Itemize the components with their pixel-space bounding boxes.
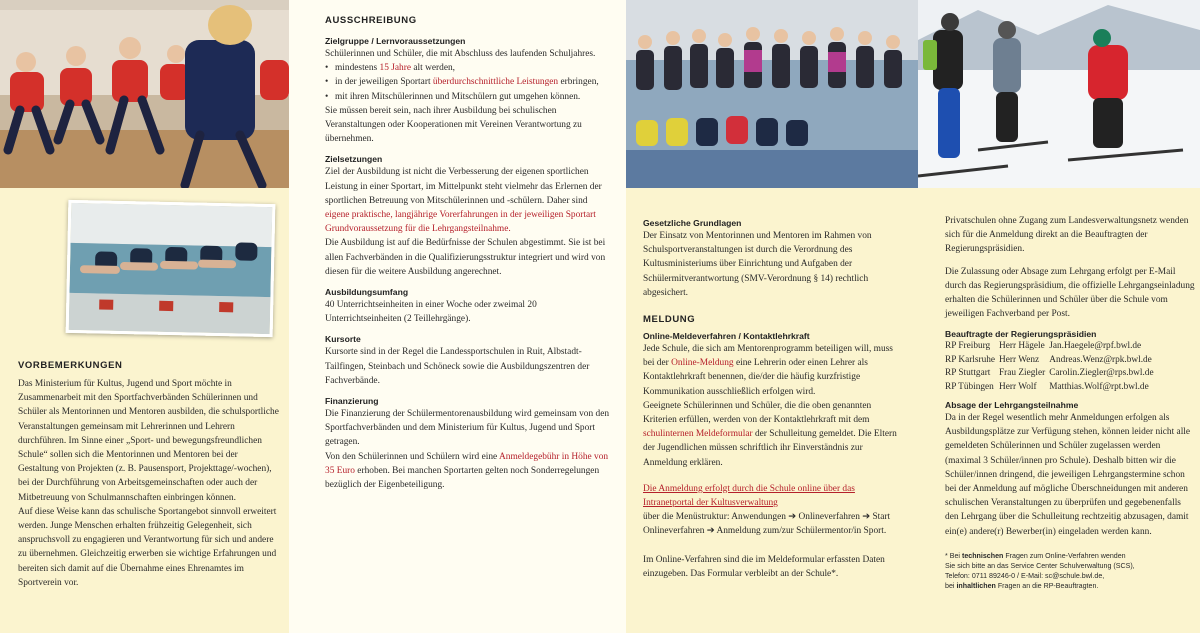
meldung-p2: Geeignete Schülerinnen und Schüler, die die oben genannten Kriterien erfüllen, werden von der Kontaktlehrkraft mit dem schulinternen Meldeformular der Schulleitung gemeldet. Die Eltern der Jugendlichen müssen schriftlich ihr Einverständnis zur Anmeldung erklären. bbox=[643, 400, 897, 468]
vorbemerkungen-heading: VORBEMERKUNGEN bbox=[18, 360, 123, 371]
table-cell: Frau Ziegler bbox=[999, 368, 1046, 379]
column-meldung bbox=[626, 0, 918, 633]
table-cell: Herr Wolf bbox=[999, 381, 1037, 392]
column-ausschreibung bbox=[289, 0, 626, 633]
gesetz-body: Der Einsatz von Mentorinnen und Mentoren im Rahmen von Schulsportveranstaltungen ist durch die Verordnung des Kultusministeriums über Einrichtung und Aufgaben der Schülermitverantwortung (SMV-Verordnung § 14) rechtlich abgesichert. bbox=[643, 231, 872, 298]
meldung-heading: MELDUNG bbox=[643, 314, 696, 326]
meldung-p1: Jede Schule, die sich am Mentorenprogramm beteiligen will, muss bei der Online-Meldung eine Lehrerin oder einen Lehrer als Kontaktlehrkraft benennen, die/der die häufig kurzfristige Kommunikation ausschließlich erfolgen wird. bbox=[643, 344, 893, 397]
table-cell: RP Karlsruhe bbox=[945, 354, 996, 365]
table-cell: RP Stuttgart bbox=[945, 368, 991, 379]
zielgruppe-heading: Zielgruppe / Lernvoraussetzungen bbox=[325, 36, 466, 46]
email-link[interactable]: Carolin.Ziegler@rps.bwl.de bbox=[1049, 368, 1154, 379]
footnote-line: Sie sich bitte an das Service Center Schulverwaltung (SCS), bbox=[945, 561, 1135, 570]
footnote-line: * Bei technischen Fragen zum Online-Verfahren wenden bbox=[945, 551, 1126, 560]
beauftragte-table bbox=[945, 340, 1158, 394]
privat-p2: Die Zulassung oder Absage zum Lehrgang erfolgt per E-Mail durch das Regierungspräsidium, die offizielle Lehrgangseinladung erhalten die Schülerinnen und Schüler über die Schule vom jeweiligen Fachverband per Post. bbox=[945, 266, 1195, 320]
meldung-p3: Im Online-Verfahren sind die im Meldeformular erfassten Daten einzugeben. Das Formular verbleibt an der Schule*. bbox=[643, 554, 885, 579]
zielgruppe-intro: Schülerinnen und Schüler, die mit Abschluss des laufenden Schuljahres. bbox=[325, 49, 596, 59]
absage-body: Da in der Regel wesentlich mehr Anmeldungen erfolgen als Ausbildungsplätze zur Verfügung stehen, können leider nicht alle gemeldeten Schülerinnen und Schüler zugelassen werden (maximal 3 Schüler/innen pro Schule). Deshalb bitten wir die Schüler/innen dringend, die jeweiligen Lehrgangstermine schon bei der Anmeldung auf mögliche Überschneidungen mit anderen schulischen Veranstaltungen zu überprüfen und gegebenenfalls den Lehrgang über die Schulleitung rechtzeitig abzusagen, damit ein(e) andere(r) Bewerber(in) eingeladen werden kann. bbox=[945, 413, 1191, 537]
table-cell: Herr Wenz bbox=[999, 354, 1040, 365]
online-meldeverfahren-heading: Online-Meldeverfahren / Kontaktlehrkraft bbox=[643, 331, 810, 342]
footnote-line: Telefon: 0711 89246-0 / E-Mail: sc@schule.bwl.de, bbox=[945, 571, 1105, 580]
photo-gymnastics-group bbox=[626, 0, 918, 188]
gesetz-heading: Gesetzliche Grundlagen bbox=[643, 218, 742, 228]
vorbemerkungen-body-2: Auf diese Weise kann das schulische Sportangebot sinnvoll erweitert werden. Junge Menschen erhalten frühzeitig Gelegenheit, sich anspruchsvoll zu engagieren und Verantwortung für sich und andere zu übernehmen. Gleichzeitig erwerben sie wichtige Erfahrungen und bereiten sich damit auf die Übernahme eines Ehrenamtes im Sportverein vor. bbox=[18, 506, 277, 588]
umfang-heading: Ausbildungsumfang bbox=[325, 287, 409, 298]
kursorte-heading: Kursorte bbox=[325, 334, 361, 345]
meldung-menu-path: über die Menüstruktur: Anwendungen ➔ Onlineverfahren ➔ Start Onlineverfahren ➔ Anmeldung zum/zur Schülermentor/in Sport. bbox=[643, 512, 891, 537]
vorbemerkungen-text bbox=[18, 360, 280, 590]
meldung-text bbox=[643, 214, 905, 581]
column-beauftragte bbox=[918, 0, 1200, 633]
zielsetzungen-heading: Zielsetzungen bbox=[325, 154, 383, 165]
list-item: • in der jeweiligen Sportart überdurchschnittliche Leistungen erbringen, bbox=[335, 75, 614, 89]
photo-gym-class bbox=[0, 0, 289, 188]
finanzierung-body: Die Finanzierung der Schülermentorenausbildung wird gemeinsam von den Sportfachverbänden und dem Ministerium für Kultus, Jugend und Sport getragen. bbox=[325, 409, 610, 448]
zielgruppe-list bbox=[325, 61, 614, 104]
table-row bbox=[945, 340, 1158, 353]
zielgruppe-outro: Sie müssen bereit sein, nach ihrer Ausbildung bei schulischen Veranstaltungen oder Kooperationen mit Vereinen Verantwortung zu übernehmen. bbox=[325, 105, 582, 145]
umfang-body: 40 Unterrichtseinheiten in einer Woche oder zweimal 20 Unterrichtseinheiten (2 Teillehrgänge). bbox=[325, 300, 537, 325]
table-row bbox=[945, 381, 1158, 394]
table-row bbox=[945, 354, 1158, 367]
list-item: • mindestens 15 Jahre alt werden, bbox=[335, 61, 614, 75]
footnote-line: bei inhaltlichen Fragen an die RP-Beauftragten. bbox=[945, 581, 1099, 590]
table-cell: RP Freiburg bbox=[945, 341, 991, 352]
finanzierung-heading: Finanzierung bbox=[325, 396, 379, 407]
finanzierung-body-2: Von den Schülerinnen und Schülern wird eine Anmeldegebühr in Höhe von 35 Euro erhoben. Bei manchen Sportarten gelten noch Sonderregelungen bezüglich der Eigenbeteiligung. bbox=[325, 451, 609, 491]
email-link[interactable]: Jan.Haegele@rpf.bwl.de bbox=[1049, 341, 1142, 352]
table-cell: Herr Hägele bbox=[999, 341, 1045, 352]
privat-p1: Privatschulen ohne Zugang zum Landesverwaltungsnetz wenden sich für die Anmeldung direkt an die Beauftragten der Regierungspräsidien. bbox=[945, 216, 1189, 255]
ausschreibung-heading: AUSSCHREIBUNG bbox=[325, 15, 417, 26]
table-row bbox=[945, 367, 1158, 380]
footnote bbox=[945, 551, 1195, 591]
vorbemerkungen-body-1: Das Ministerium für Kultus, Jugend und Sport möchte in Zusammenarbeit mit den Sportfachverbänden Schülerinnen und Schüler als Mentorinnen und Mentoren ausbilden, die schulsportliche Veranstaltungen gemeinsam mit Lehrerinnen und Lehrern durchführen. Im Sinne einer „Sport- und bewegungsfreundlichen Schule“ sollen sich die Mentorinnen und Mentoren bei der Gestaltung von Projekten (z. B. Pausensport, Projekttage/-wochen), bei der Durchführung von Arbeitsgemeinschaften oder auch der Mitbetreuung von Schulmannschaften einbringen können. bbox=[18, 379, 279, 503]
beauftragte-heading: Beauftragte der Regierungspräsidien bbox=[945, 329, 1097, 340]
kursorte-body: Kursorte sind in der Regel die Landessportschulen in Ruit, Albstadt-Tailfingen, Steinbach und Schöneck sowie die Ausbildungszentren der Fachverbände. bbox=[325, 347, 590, 386]
beauftragte-text bbox=[945, 214, 1195, 591]
zielsetzungen-body: Ziel der Ausbildung ist nicht die Verbesserung der eigenen sportlichen Leistung in einer Sportart, im Mittelpunkt steht vielmehr das Erlernen der sportlichen Betreuung von Mitschülerinnen und -schülern. Daher sind eigene praktische, langjährige Vorerfahrungen in der jeweiligen Sportart Grundvoraussetzung für die Lehrgangsteilnahme. bbox=[325, 167, 602, 235]
email-link[interactable]: Andreas.Wenz@rpk.bwl.de bbox=[1049, 354, 1152, 365]
email-link[interactable]: Matthias.Wolf@rpt.bwl.de bbox=[1049, 381, 1149, 392]
list-item: • mit ihren Mitschülerinnen und Mitschülern gut umgehen können. bbox=[335, 90, 614, 104]
absage-heading: Absage der Lehrgangsteilnahme bbox=[945, 400, 1079, 411]
meldung-red-block: Die Anmeldung erfolgt durch die Schule online über das Intranetportal der Kultusverwaltung bbox=[643, 483, 855, 509]
column-vorbemerkungen bbox=[0, 0, 289, 633]
photo-swimming-start bbox=[66, 200, 276, 337]
zielsetzungen-body-2: Die Ausbildung ist auf die Bedürfnisse der Schulen abgestimmt. Sie ist bei allen Fachverbänden in die Qualifizierungsstruktur integriert und wird von diesen für die weitere Ausbildung angerechnet. bbox=[325, 238, 606, 277]
photo-skiing bbox=[918, 0, 1200, 188]
table-cell: RP Tübingen bbox=[945, 381, 994, 392]
